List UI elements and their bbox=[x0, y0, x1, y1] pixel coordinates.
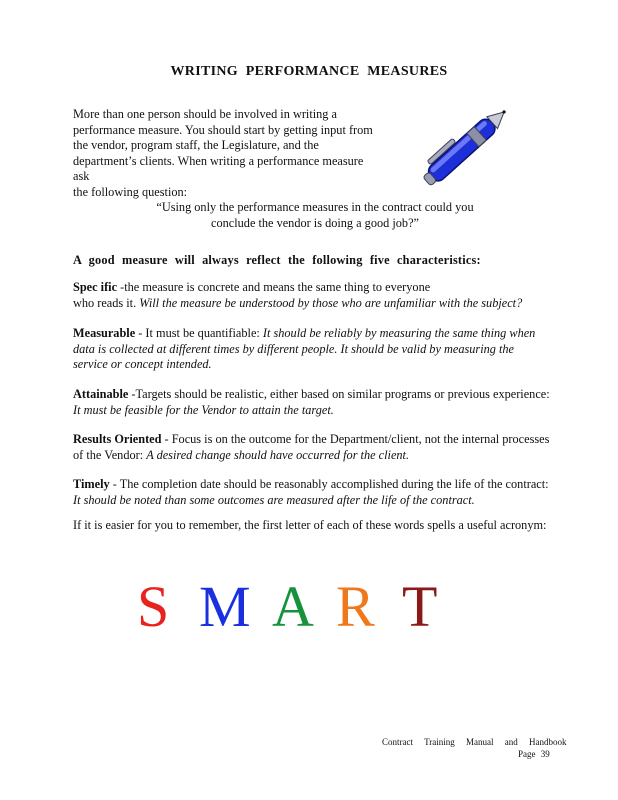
attainable-paragraph bbox=[73, 387, 551, 418]
intro-paragraph bbox=[73, 107, 373, 201]
specific-question: Will the measure be understood by those who are unfamiliar with the subject? bbox=[139, 295, 523, 310]
smart-letter-r: R bbox=[336, 574, 375, 639]
acronym-intro: If it is easier for you to remember, the first letter of each of these words spells a useful acronym: bbox=[73, 518, 547, 532]
page-title: WRITING PERFORMANCE MEASURES bbox=[170, 64, 448, 79]
smart-letter-s: S bbox=[137, 574, 170, 639]
results-oriented-paragraph bbox=[73, 432, 551, 463]
attainable-detail: It must be feasible for the Vendor to attain the target. bbox=[73, 402, 334, 417]
intro-line: performance measure. You should start by getting input from bbox=[73, 122, 373, 137]
smart-letter-a: A bbox=[272, 574, 314, 639]
timely-text: - The completion date should be reasonably accomplished during the life of the contract: bbox=[109, 477, 549, 491]
footer-manual-title: Contract Training Manual and Handbook bbox=[382, 737, 567, 747]
measurable-text: - It must be quantifiable: bbox=[135, 326, 263, 340]
specific-text: -the measure is concrete and means the same thing to everyone bbox=[117, 280, 431, 294]
intro-line: the following question: bbox=[73, 184, 188, 199]
quote-line: “Using only the performance measures in the contract could you bbox=[156, 200, 474, 214]
smart-letter-m: M bbox=[199, 574, 251, 639]
smart-letter-t: T bbox=[402, 574, 438, 639]
specific-term: Spec ific bbox=[73, 280, 118, 294]
attainable-text: -Targets should be realistic, either based on similar programs or previous experience: bbox=[128, 387, 550, 401]
characteristics-heading: A good measure will always reflect the following five characteristics: bbox=[73, 253, 481, 267]
timely-term: Timely bbox=[73, 477, 110, 491]
intro-line: department’s clients. When writing a performance measure ask bbox=[73, 153, 364, 184]
attainable-term: Attainable bbox=[73, 387, 129, 401]
measurable-paragraph bbox=[73, 326, 551, 373]
ballpoint-pen-icon bbox=[412, 94, 522, 199]
timely-paragraph bbox=[73, 477, 551, 508]
timely-detail: It should be noted than some outcomes are measured after the life of the contract. bbox=[73, 492, 475, 507]
measurable-term: Measurable bbox=[73, 326, 136, 340]
key-question-quote bbox=[150, 200, 480, 231]
specific-text-2: who reads it. bbox=[73, 295, 140, 310]
footer-page-number: Page 39 bbox=[518, 749, 550, 759]
measurable-detail: It should be reliably by measuring the same thing when data is collected at different times by different people. It should be valid by measuring the service or concept intended. bbox=[73, 326, 536, 372]
intro-line: the vendor, program staff, the Legislature, and the bbox=[73, 138, 319, 153]
results-oriented-term: Results Oriented bbox=[73, 432, 162, 446]
intro-line: More than one person should be involved in writing a bbox=[73, 107, 337, 121]
quote-line: conclude the vendor is doing a good job?” bbox=[211, 215, 419, 230]
results-oriented-detail: A desired change should have occurred for the client. bbox=[146, 447, 410, 462]
results-oriented-text: - Focus is on the outcome for the Department/client, not the internal processes of the Vendor: bbox=[73, 432, 550, 462]
specific-paragraph bbox=[73, 280, 551, 311]
